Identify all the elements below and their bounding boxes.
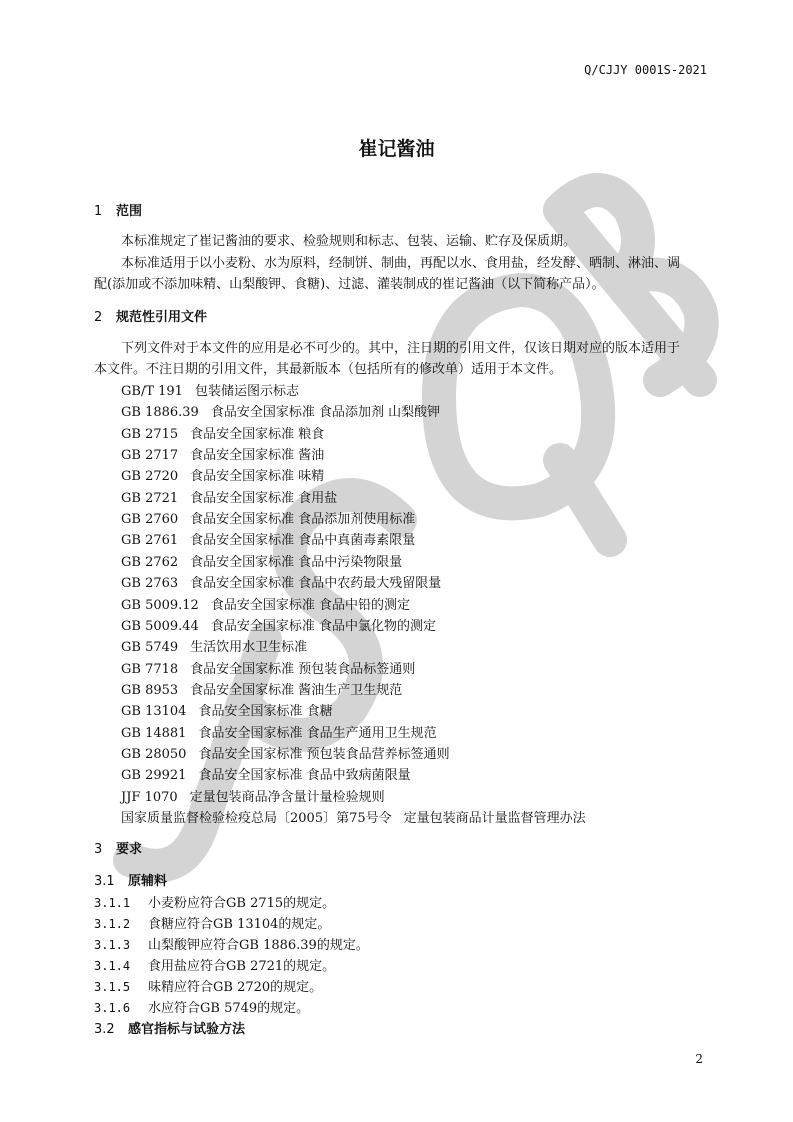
paragraph: 本文件。不注日期的引用文件，其最新版本（包括所有的修改单）适用于本文件。	[94, 362, 563, 377]
reference-title: 食品安全国家标准 食品中致病菌限量	[198, 768, 411, 784]
reference-code: GB 5009.44	[121, 618, 199, 634]
reference-item	[121, 703, 333, 721]
reference-title: 食品安全国家标准 食品中农药最大残留限量	[190, 576, 442, 592]
reference-item	[121, 468, 324, 486]
section-title: 规范性引用文件	[116, 310, 208, 325]
requirement-number: 3.1.6	[94, 1001, 131, 1015]
paragraph: 本标准适用于以小麦粉、水为原料，经制饼、制曲，再配以水、食用盐，经发酵、晒制、淋油、调	[121, 256, 681, 271]
reference-item	[121, 746, 450, 764]
reference-item	[121, 490, 337, 508]
subsection-3-2-heading	[94, 1021, 245, 1039]
reference-item	[121, 789, 385, 807]
section-number: 1	[94, 204, 103, 219]
reference-code: GB 1886.39	[121, 405, 199, 421]
subsection-number: 3.1	[94, 874, 115, 889]
watermark-letter-q	[439, 290, 610, 540]
reference-code: GB 2760	[121, 512, 179, 528]
reference-code: GB 7718	[121, 661, 179, 677]
section-2-heading	[94, 309, 207, 327]
reference-title: 食品安全国家标准 食糖	[198, 704, 333, 720]
requirement-number: 3.1.3	[94, 938, 131, 952]
reference-title: 生活饮用水卫生标准	[190, 640, 308, 656]
reference-item	[121, 597, 410, 615]
requirement-item	[94, 999, 309, 1018]
reference-code: GB 2717	[121, 448, 179, 464]
document-number: Q/CJJY 0001S-2021	[584, 63, 707, 77]
reference-title: 食品安全国家标准 食品中真菌毒素限量	[190, 533, 416, 549]
reference-title: 食品安全国家标准 酱油	[190, 448, 325, 464]
reference-title: 食品安全国家标准 预包装食品营养标签通则	[198, 746, 450, 762]
reference-code: JJF 1070	[121, 789, 178, 805]
reference-code: GB 29921	[121, 768, 187, 784]
reference-item	[121, 511, 415, 529]
reference-title: 食品安全国家标准 粮食	[190, 426, 325, 442]
requirement-text: 食用盐应符合GB 2721的规定。	[148, 959, 336, 974]
section-title: 要求	[116, 842, 143, 857]
reference-item	[121, 383, 299, 401]
reference-code: GB 28050	[121, 746, 187, 762]
reference-title: 食品安全国家标准 食品中污染物限量	[190, 554, 403, 570]
requirement-number: 3.1.2	[94, 917, 131, 931]
requirement-number: 3.1.5	[94, 980, 131, 994]
requirement-text: 味精应符合GB 2720的规定。	[148, 980, 323, 995]
requirement-item	[94, 957, 335, 976]
reference-title: 食品安全国家标准 食用盐	[190, 490, 338, 506]
reference-code: GB 2762	[121, 554, 179, 570]
reference-code: GB 14881	[121, 725, 187, 741]
reference-item	[121, 682, 402, 700]
subsection-3-1-heading	[94, 873, 167, 891]
reference-code: 国家质量监督检验检疫总局〔2005〕第75号令	[121, 811, 392, 826]
reference-item	[121, 618, 436, 636]
reference-item	[121, 661, 415, 679]
section-3-heading	[94, 841, 142, 859]
reference-title: 食品安全国家标准 食品添加剂使用标准	[190, 512, 416, 528]
reference-title: 食品安全国家标准 预包装食品标签通则	[190, 661, 416, 677]
paragraph: 本标准规定了崔记酱油的要求、检验规则和标志、包装、运输、贮存及保质期。	[121, 234, 577, 249]
reference-title: 食品安全国家标准 食品添加剂 山梨酸钾	[210, 405, 441, 421]
subsection-title: 原辅料	[128, 874, 168, 889]
reference-title: 包装储运图示标志	[194, 384, 299, 399]
requirement-text: 水应符合GB 5749的规定。	[148, 1001, 310, 1016]
section-title: 范围	[116, 204, 143, 219]
reference-code: GB 5749	[121, 640, 179, 656]
reference-code: GB 5009.12	[121, 597, 199, 613]
subsection-title: 感官指标与试验方法	[128, 1022, 246, 1037]
reference-item	[121, 639, 307, 657]
requirement-item	[94, 894, 335, 913]
reference-item	[121, 426, 324, 444]
reference-title: 食品安全国家标准 食品中氯化物的测定	[210, 618, 436, 634]
section-number: 2	[94, 310, 103, 325]
reference-title: 食品安全国家标准 酱油生产卫生规范	[190, 682, 403, 698]
section-number: 3	[94, 842, 103, 857]
reference-title: 定量包装商品净含量计量检验规则	[189, 789, 385, 805]
requirement-text: 食糖应符合GB 13104的规定。	[148, 917, 331, 932]
reference-code: GB/T 191	[121, 384, 183, 399]
document-title: 崔记酱油	[358, 138, 435, 160]
reference-item	[121, 554, 402, 572]
subsection-number: 3.2	[94, 1022, 115, 1037]
reference-title: 食品安全国家标准 食品中铅的测定	[210, 597, 410, 613]
reference-title: 食品安全国家标准 味精	[190, 469, 325, 485]
requirement-number: 3.1.4	[94, 959, 131, 973]
section-1-heading	[94, 203, 142, 221]
requirement-text: 山梨酸钾应符合GB 1886.39的规定。	[148, 938, 369, 953]
page-number: 2	[695, 1052, 703, 1066]
reference-item	[121, 575, 441, 593]
reference-code: GB 13104	[121, 704, 187, 720]
paragraph: 配(添加或不添加味精、山梨酸钾、食糖)、过滤、灌装制成的崔记酱油（以下简称产品）。	[94, 277, 605, 292]
reference-item	[121, 725, 437, 743]
reference-item	[121, 404, 440, 422]
reference-code: GB 2715	[121, 426, 179, 442]
requirement-number: 3.1.1	[94, 896, 131, 910]
reference-code: GB 2721	[121, 490, 179, 506]
requirement-item	[94, 915, 330, 934]
reference-item	[121, 447, 324, 465]
reference-item	[121, 532, 415, 550]
reference-code: GB 2761	[121, 533, 179, 549]
reference-item	[121, 810, 586, 828]
reference-item	[121, 767, 411, 785]
reference-code: GB 2720	[121, 469, 179, 485]
reference-title: 食品安全国家标准 食品生产通用卫生规范	[198, 725, 437, 741]
reference-title: 定量包装商品计量监督管理办法	[403, 811, 586, 826]
requirement-item	[94, 936, 369, 955]
reference-code: GB 8953	[121, 682, 179, 698]
paragraph: 下列文件对于本文件的应用是必不可少的。其中，注日期的引用文件，仅该日期对应的版本适用于	[121, 341, 681, 356]
requirement-text: 小麦粉应符合GB 2715的规定。	[148, 896, 336, 911]
reference-code: GB 2763	[121, 576, 179, 592]
requirement-item	[94, 978, 322, 997]
